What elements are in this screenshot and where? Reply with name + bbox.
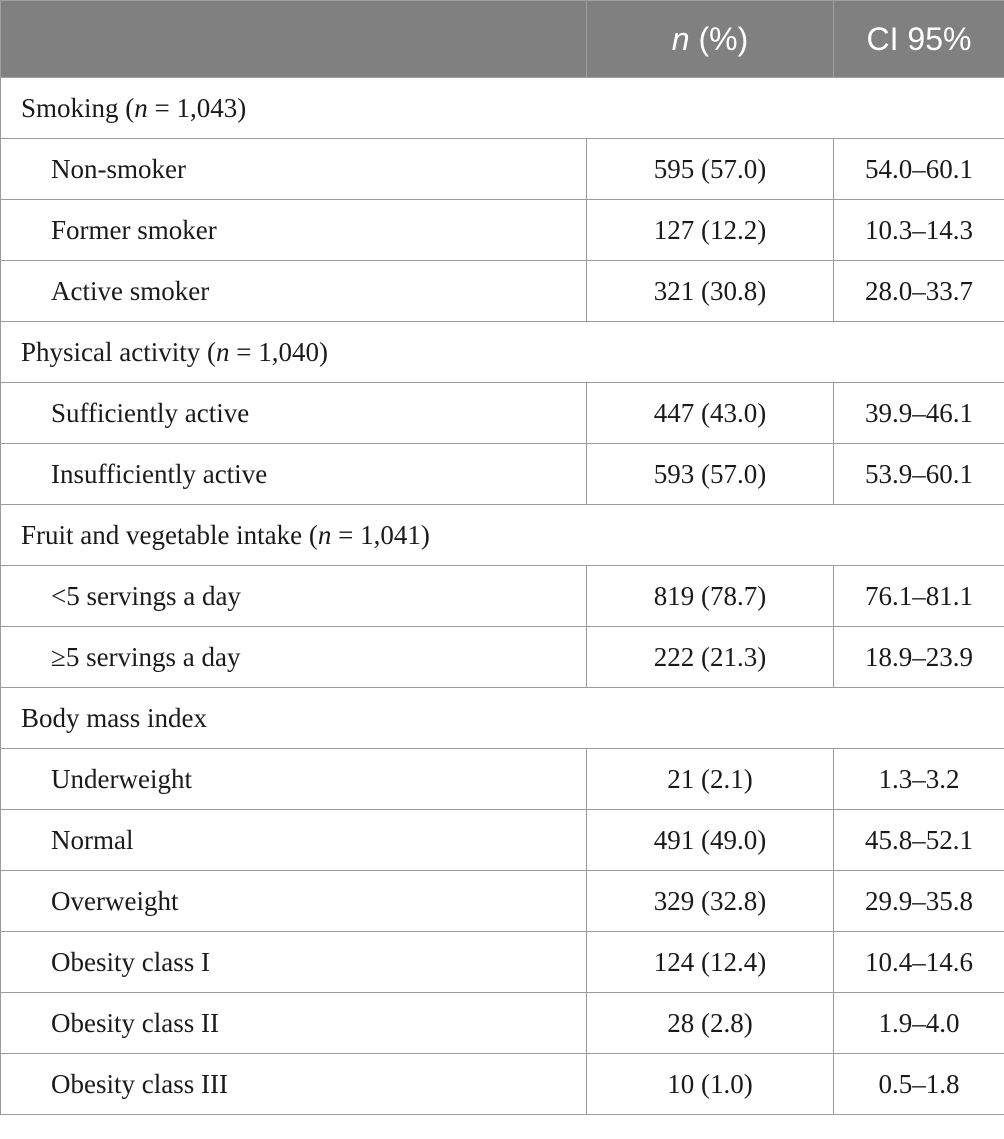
header-ci: CI 95% (834, 1, 1004, 78)
section-row (1, 322, 1004, 383)
row-ci: 18.9–23.9 (834, 627, 1004, 688)
table-row (1, 749, 1004, 810)
header-percent: (%) (689, 20, 749, 57)
row-label: Sufficiently active (1, 383, 587, 444)
section-n-value: = 1,040) (229, 336, 328, 367)
table-row (1, 139, 1004, 200)
section-label (1, 688, 1004, 749)
row-label: Former smoker (1, 200, 587, 261)
row-label: Normal (1, 810, 587, 871)
table-row (1, 444, 1004, 505)
row-n-percent: 595 (57.0) (587, 139, 834, 200)
header-row (1, 1, 1004, 78)
table-row (1, 1054, 1004, 1115)
row-label: Obesity class III (1, 1054, 587, 1115)
row-ci: 39.9–46.1 (834, 383, 1004, 444)
section-title: Body mass index (21, 702, 207, 733)
section-n-value: = 1,041) (331, 519, 430, 550)
table-row (1, 566, 1004, 627)
row-ci: 29.9–35.8 (834, 871, 1004, 932)
table-row (1, 383, 1004, 444)
row-n-percent: 21 (2.1) (587, 749, 834, 810)
table-row (1, 261, 1004, 322)
row-n-percent: 329 (32.8) (587, 871, 834, 932)
table-body (1, 78, 1004, 1115)
row-ci: 76.1–81.1 (834, 566, 1004, 627)
row-n-percent: 819 (78.7) (587, 566, 834, 627)
section-n-value: = 1,043) (147, 92, 247, 123)
row-n-percent: 124 (12.4) (587, 932, 834, 993)
row-ci: 54.0–60.1 (834, 139, 1004, 200)
row-ci: 45.8–52.1 (834, 810, 1004, 871)
row-n-percent: 10 (1.0) (587, 1054, 834, 1115)
table-row (1, 932, 1004, 993)
row-n-percent: 28 (2.8) (587, 993, 834, 1054)
row-ci: 1.3–3.2 (834, 749, 1004, 810)
section-n-italic: n (134, 92, 148, 123)
section-title: Fruit and vegetable intake ( (21, 519, 318, 550)
header-n-percent (587, 1, 834, 78)
table-row (1, 200, 1004, 261)
row-label: Overweight (1, 871, 587, 932)
table-row (1, 871, 1004, 932)
section-row (1, 505, 1004, 566)
row-label: Underweight (1, 749, 587, 810)
table-row (1, 810, 1004, 871)
row-ci: 10.3–14.3 (834, 200, 1004, 261)
section-title: Smoking ( (21, 92, 135, 123)
section-row (1, 688, 1004, 749)
section-n-italic: n (317, 519, 332, 550)
table-row (1, 993, 1004, 1054)
row-ci: 1.9–4.0 (834, 993, 1004, 1054)
header-variable (1, 1, 587, 78)
section-label (1, 78, 1004, 139)
row-ci: 28.0–33.7 (834, 261, 1004, 322)
section-row (1, 78, 1004, 139)
row-n-percent: 127 (12.2) (587, 200, 834, 261)
header-n-italic: n (671, 20, 690, 57)
row-n-percent: 593 (57.0) (587, 444, 834, 505)
section-label (1, 505, 1004, 566)
row-n-percent: 447 (43.0) (587, 383, 834, 444)
section-label (1, 322, 1004, 383)
row-label: <5 servings a day (1, 566, 587, 627)
row-ci: 53.9–60.1 (834, 444, 1004, 505)
row-label: Insufficiently active (1, 444, 587, 505)
row-n-percent: 491 (49.0) (587, 810, 834, 871)
row-n-percent: 222 (21.3) (587, 627, 834, 688)
row-ci: 10.4–14.6 (834, 932, 1004, 993)
section-title: Physical activity ( (21, 336, 216, 367)
row-label: Active smoker (1, 261, 587, 322)
row-label: Non-smoker (1, 139, 587, 200)
table-row (1, 627, 1004, 688)
row-label: ≥5 servings a day (1, 627, 587, 688)
row-ci: 0.5–1.8 (834, 1054, 1004, 1115)
row-n-percent: 321 (30.8) (587, 261, 834, 322)
row-label: Obesity class II (1, 993, 587, 1054)
row-label: Obesity class I (1, 932, 587, 993)
section-n-italic: n (215, 336, 230, 367)
